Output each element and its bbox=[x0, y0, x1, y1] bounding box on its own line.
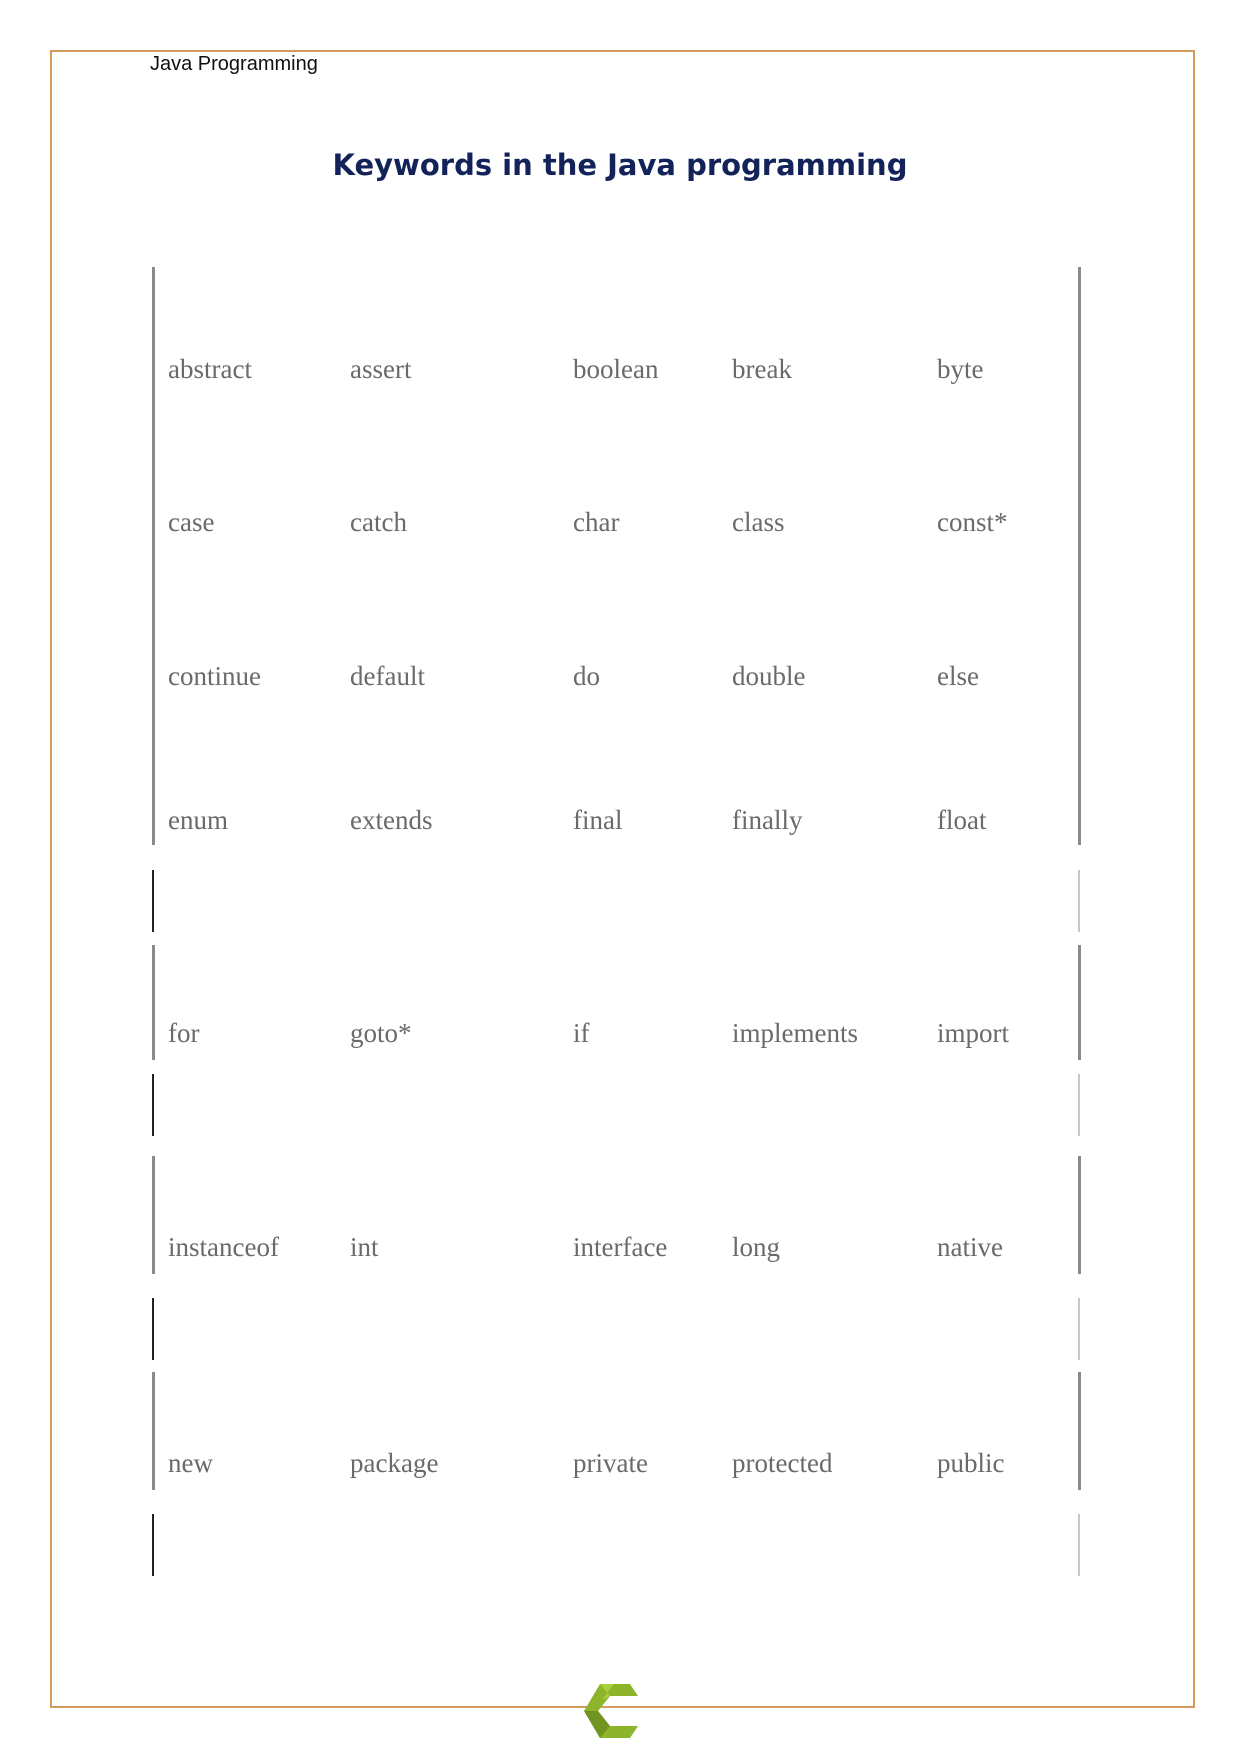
table-right-border bbox=[1078, 1372, 1081, 1490]
keyword-cell: do bbox=[573, 661, 600, 691]
table-left-border bbox=[152, 870, 154, 932]
keyword-cell: float bbox=[937, 805, 987, 835]
table-left-border bbox=[152, 945, 155, 1060]
keyword-cell: interface bbox=[573, 1232, 668, 1262]
keyword-cell: long bbox=[732, 1232, 781, 1262]
keyword-cell: abstract bbox=[168, 354, 252, 384]
keyword-cell: goto* bbox=[350, 1018, 412, 1048]
keyword-cell: implements bbox=[732, 1018, 858, 1048]
keyword-cell: package bbox=[350, 1448, 439, 1478]
publisher-logo-icon bbox=[580, 1682, 638, 1740]
keyword-cell: boolean bbox=[573, 354, 659, 384]
keyword-cell: else bbox=[937, 661, 979, 691]
keyword-cell: byte bbox=[937, 354, 984, 384]
table-right-border bbox=[1078, 267, 1081, 845]
keyword-cell: const* bbox=[937, 507, 1008, 537]
table-left-border bbox=[152, 267, 155, 845]
table-right-border bbox=[1078, 1074, 1080, 1136]
table-left-border bbox=[152, 1514, 154, 1576]
keyword-cell: final bbox=[573, 805, 623, 835]
keyword-cell: enum bbox=[168, 805, 228, 835]
table-right-border bbox=[1078, 1156, 1081, 1274]
table-left-border bbox=[152, 1298, 154, 1360]
keyword-cell: if bbox=[573, 1018, 590, 1048]
keyword-cell: assert bbox=[350, 354, 412, 384]
table-left-border bbox=[152, 1074, 154, 1136]
keyword-cell: break bbox=[732, 354, 792, 384]
keyword-cell: native bbox=[937, 1232, 1003, 1262]
keyword-cell: for bbox=[168, 1018, 200, 1048]
running-header: Java Programming bbox=[150, 53, 318, 75]
page-title: Keywords in the Java programming bbox=[332, 148, 908, 182]
keyword-cell: char bbox=[573, 507, 620, 537]
table-right-border bbox=[1078, 870, 1080, 932]
keyword-cell: extends bbox=[350, 805, 433, 835]
keyword-cell: finally bbox=[732, 805, 803, 835]
keyword-cell: double bbox=[732, 661, 806, 691]
table-right-border bbox=[1078, 1298, 1080, 1360]
keyword-cell: catch bbox=[350, 507, 407, 537]
keyword-cell: continue bbox=[168, 661, 261, 691]
table-left-border bbox=[152, 1372, 155, 1490]
keyword-cell: import bbox=[937, 1018, 1009, 1048]
keyword-cell: int bbox=[350, 1232, 379, 1262]
keyword-cell: private bbox=[573, 1448, 648, 1478]
table-right-border bbox=[1078, 945, 1081, 1060]
keyword-cell: instanceof bbox=[168, 1232, 279, 1262]
keyword-cell: case bbox=[168, 507, 215, 537]
keyword-cell: protected bbox=[732, 1448, 833, 1478]
keyword-cell: new bbox=[168, 1448, 213, 1478]
table-right-border bbox=[1078, 1514, 1080, 1576]
keyword-cell: class bbox=[732, 507, 785, 537]
keyword-cell: default bbox=[350, 661, 425, 691]
keyword-cell: public bbox=[937, 1448, 1005, 1478]
table-left-border bbox=[152, 1156, 155, 1274]
